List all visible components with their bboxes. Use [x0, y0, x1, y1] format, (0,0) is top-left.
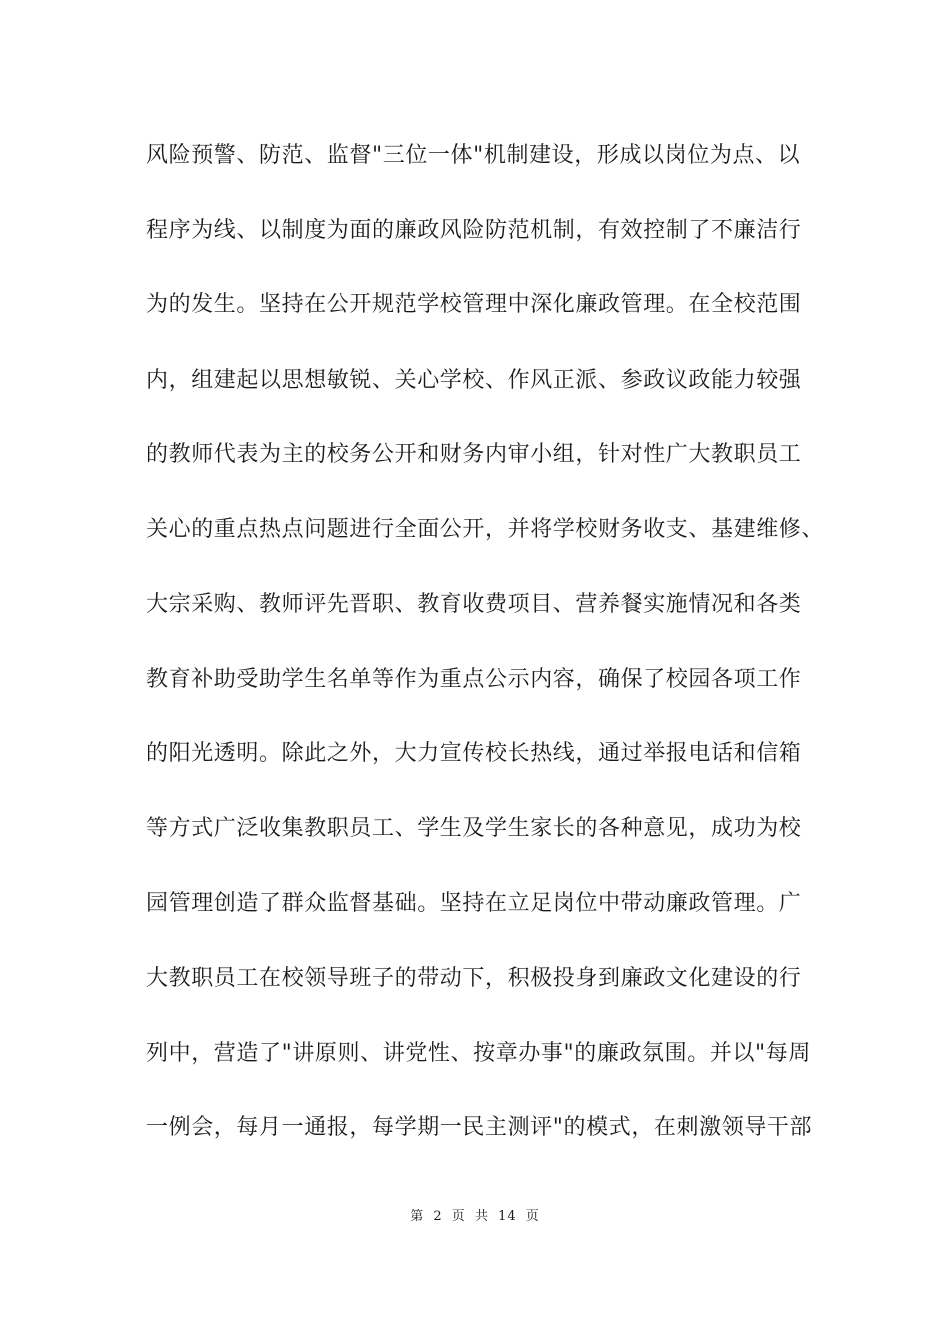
text-line: 关心的重点热点问题进行全面公开，并将学校财务收支、基建维修、: [146, 517, 825, 542]
text-line: 园管理创造了群众监督基础。坚持在立足岗位中带动廉政管理。广: [146, 891, 802, 916]
text-line: 大教职员工在校领导班子的带动下，积极投身到廉政文化建设的行: [146, 966, 802, 991]
text-line: 的教师代表为主的校务公开和财务内审小组，针对性广大教职员工: [146, 442, 802, 467]
text-line: 教育补助受助学生名单等作为重点公示内容，确保了校园各项工作: [146, 667, 802, 692]
text-line: 程序为线、以制度为面的廉政风险防范机制，有效控制了不廉洁行: [146, 218, 802, 243]
current-page-number: 2: [433, 1209, 443, 1224]
text-line: 大宗采购、教师评先晋职、教育收费项目、营养餐实施情况和各类: [146, 592, 802, 617]
text-line: 列中，营造了"讲原则、讲党性、按章办事"的廉政氛围。并以"每周: [146, 1041, 811, 1066]
text-line: 等方式广泛收集教职员工、学生及学生家长的各种意见，成功为校: [146, 816, 802, 841]
total-page-number: 14: [498, 1209, 517, 1224]
page-number-footer: [0, 1208, 950, 1226]
text-line: 内，组建起以思想敏锐、关心学校、作风正派、参政议政能力较强: [146, 368, 802, 393]
footer-page-word: 页: [451, 1209, 466, 1224]
footer-prefix: 第: [410, 1209, 425, 1224]
footer-total-word: 共: [474, 1209, 489, 1224]
text-line: 一例会，每月一通报，每学期一民主测评"的模式，在刺激领导干部: [146, 1115, 813, 1140]
text-line: 为的发生。坚持在公开规范学校管理中深化廉政管理。在全校范围: [146, 292, 802, 317]
footer-suffix: 页: [525, 1209, 540, 1224]
text-line: 的阳光透明。除此之外，大力宣传校长热线，通过举报电话和信箱: [146, 741, 802, 766]
text-line: 风险预警、防范、监督"三位一体"机制建设，形成以岗位为点、以: [146, 143, 801, 168]
